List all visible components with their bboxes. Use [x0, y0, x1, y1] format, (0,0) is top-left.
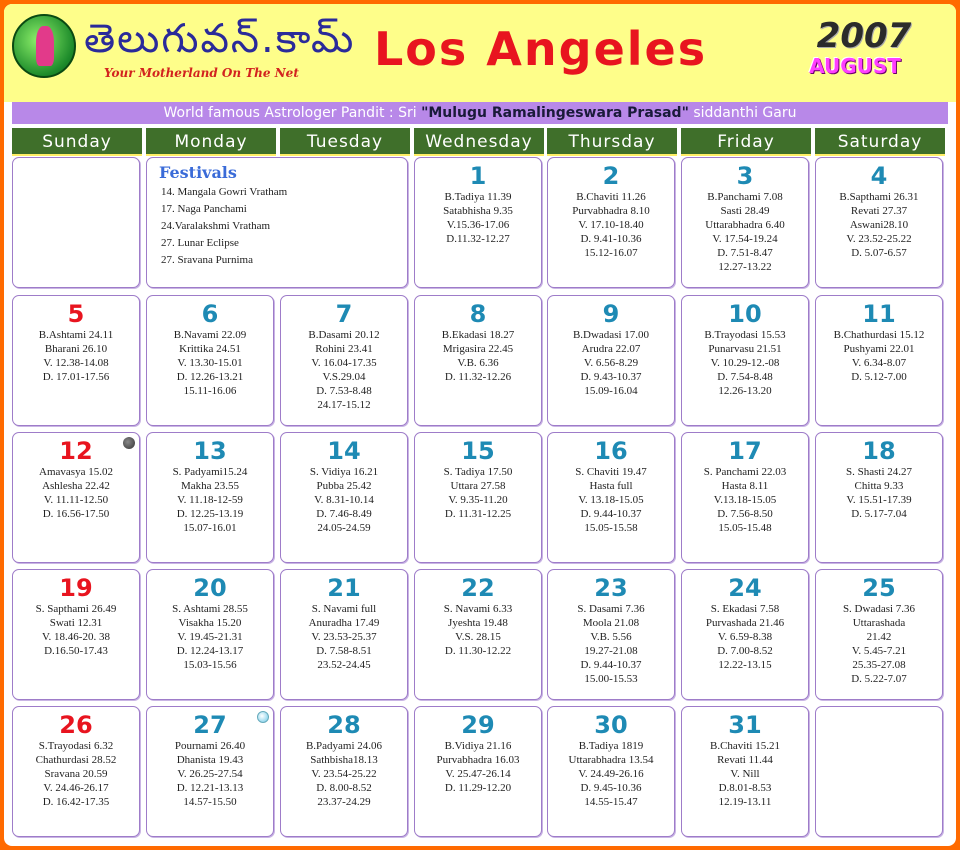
- detail-line: D. 9.45-10.36: [580, 782, 642, 794]
- day-cell-18[interactable]: [815, 432, 943, 563]
- detail-line: Punarvasu 21.51: [708, 343, 782, 355]
- detail-line: 14.55-15.47: [584, 796, 638, 808]
- detail-line: Anuradha 17.49: [308, 617, 380, 629]
- detail-line: D. 17.01-17.56: [42, 371, 110, 383]
- detail-line: 12.19-13.11: [718, 796, 772, 808]
- detail-line: Mrigasira 22.45: [442, 343, 514, 355]
- panchangam-details: [682, 602, 808, 672]
- day-number: 19: [59, 574, 93, 602]
- detail-line: V. 23.53-25.37: [311, 631, 377, 643]
- day-number: 7: [335, 300, 353, 328]
- detail-line: Swati 12.31: [49, 617, 103, 629]
- day-number: 13: [193, 437, 227, 465]
- panchangam-details: [13, 739, 139, 809]
- detail-line: Uttarashada: [852, 617, 906, 629]
- calendar-year: 2007: [816, 16, 912, 56]
- detail-line: D. 5.12-7.00: [851, 371, 907, 383]
- panchangam-details: [548, 602, 674, 686]
- detail-line: V. 19.45-21.31: [177, 631, 243, 643]
- detail-line: 15.05-15.48: [718, 522, 772, 534]
- day-cell-12[interactable]: [12, 432, 140, 563]
- detail-line: 15.00-15.53: [584, 673, 638, 685]
- detail-line: D. 9.43-10.37: [580, 371, 642, 383]
- day-number: 18: [862, 437, 896, 465]
- panchangam-details: [682, 190, 808, 274]
- detail-line: D. 9.41-10.36: [580, 233, 642, 245]
- festival-item: 24.Varalakshmi Vratham: [161, 220, 271, 232]
- calendar-page: [4, 4, 956, 846]
- detail-line: 25.35-27.08: [852, 659, 906, 671]
- festivals-list: [159, 184, 407, 269]
- detail-line: V. 13.30-15.01: [177, 357, 243, 369]
- detail-line: B.Ekadasi 18.27: [441, 329, 515, 341]
- detail-line: D. 7.56-8.50: [717, 508, 773, 520]
- weekday-header-wednesday: Wednesday: [414, 128, 544, 156]
- day-number: 16: [594, 437, 628, 465]
- detail-line: D. 12.25-13.19: [176, 508, 244, 520]
- festival-item: 17. Naga Panchami: [161, 203, 247, 215]
- empty-day-cell: [815, 706, 943, 837]
- detail-line: B.Ashtami 24.11: [38, 329, 114, 341]
- detail-line: 23.37-24.29: [317, 796, 371, 808]
- day-number: 23: [594, 574, 628, 602]
- panchangam-details: [548, 465, 674, 535]
- page-header: [4, 4, 956, 102]
- day-number: 6: [201, 300, 219, 328]
- day-cell-7[interactable]: [280, 295, 408, 426]
- detail-line: 15.09-16.04: [584, 385, 638, 397]
- detail-line: V. 17.10-18.40: [578, 219, 644, 231]
- detail-line: D. 5.17-7.04: [851, 508, 907, 520]
- calendar-month: AUGUST: [809, 54, 901, 78]
- panchangam-details: [13, 465, 139, 521]
- day-cell-10[interactable]: [681, 295, 809, 426]
- teluguone-logo-icon[interactable]: [12, 14, 76, 78]
- detail-line: B.Dasami 20.12: [308, 329, 380, 341]
- weekday-header-monday: Monday: [146, 128, 276, 156]
- day-number: 9: [602, 300, 620, 328]
- day-number: 31: [728, 711, 762, 739]
- detail-line: V. 25.47-26.14: [445, 768, 511, 780]
- day-cell-27[interactable]: [146, 706, 274, 837]
- panchangam-details: [147, 602, 273, 672]
- detail-line: V. 10.29-12.-08: [710, 357, 780, 369]
- weekday-header-saturday: Saturday: [815, 128, 945, 156]
- detail-line: Bharani 26.10: [44, 343, 108, 355]
- detail-line: V. 8.31-10.14: [314, 494, 374, 506]
- detail-line: Jyeshta 19.48: [448, 617, 508, 629]
- detail-line: Satabhisha 9.35: [443, 205, 513, 217]
- day-cell-3[interactable]: [681, 157, 809, 288]
- astrologer-name: "Mulugu Ramalingeswara Prasad": [421, 105, 689, 121]
- detail-line: S. Ashtami 28.55: [172, 603, 248, 615]
- panchangam-details: [147, 739, 273, 809]
- detail-line: V. 12.38-14.08: [43, 357, 109, 369]
- detail-line: 19.27-21.08: [584, 645, 638, 657]
- detail-line: V. 18.46-20. 38: [42, 631, 110, 643]
- day-number: 29: [461, 711, 495, 739]
- day-cell-20[interactable]: [146, 569, 274, 700]
- panchangam-details: [281, 465, 407, 535]
- panchangam-details: [281, 602, 407, 672]
- detail-line: V. 13.18-15.05: [578, 494, 644, 506]
- day-cell-29[interactable]: [414, 706, 542, 837]
- detail-line: D. 12.26-13.21: [176, 371, 244, 383]
- detail-line: B.Vidiya 21.16: [444, 740, 512, 752]
- detail-line: V. 5.45-7.21: [851, 645, 907, 657]
- detail-line: 14.57-15.50: [183, 796, 237, 808]
- panchangam-details: [415, 328, 541, 384]
- panchangam-details: [281, 739, 407, 809]
- day-cell-6[interactable]: [146, 295, 274, 426]
- detail-line: D.11.32-12.27: [446, 233, 510, 245]
- day-cell-5[interactable]: [12, 295, 140, 426]
- festival-item: 27. Sravana Purnima: [161, 254, 253, 266]
- detail-line: Hasta full: [589, 480, 633, 492]
- detail-line: D. 5.07-6.57: [851, 247, 907, 259]
- day-number: 26: [59, 711, 93, 739]
- day-cell-4[interactable]: [815, 157, 943, 288]
- detail-line: Chathurdasi 28.52: [35, 754, 117, 766]
- panchangam-details: [548, 739, 674, 809]
- day-cell-19[interactable]: [12, 569, 140, 700]
- detail-line: 23.52-24.45: [317, 659, 371, 671]
- panchangam-details: [13, 602, 139, 658]
- day-cell-31[interactable]: [681, 706, 809, 837]
- detail-line: Uttara 27.58: [450, 480, 506, 492]
- detail-line: D. 9.44-10.37: [580, 659, 642, 671]
- detail-line: B.Dwadasi 17.00: [572, 329, 650, 341]
- detail-line: D. 16.56-17.50: [42, 508, 110, 520]
- panchangam-details: [415, 465, 541, 521]
- detail-line: S. Navami 6.33: [443, 603, 513, 615]
- detail-line: S. Padyami15.24: [172, 466, 248, 478]
- day-cell-15[interactable]: [414, 432, 542, 563]
- detail-line: Pubba 25.42: [316, 480, 372, 492]
- day-number: 15: [461, 437, 495, 465]
- detail-line: V. 23.52-25.22: [846, 233, 912, 245]
- banner-suffix: siddanthi Garu: [688, 105, 797, 121]
- day-number: 21: [327, 574, 361, 602]
- day-cell-16[interactable]: [547, 432, 675, 563]
- detail-line: 15.11-16.06: [183, 385, 237, 397]
- day-number: 3: [736, 162, 754, 190]
- weekday-header-sunday: Sunday: [12, 128, 142, 156]
- detail-line: B.Chathurdasi 15.12: [833, 329, 925, 341]
- day-cell-23[interactable]: [547, 569, 675, 700]
- panchangam-details: [415, 739, 541, 795]
- detail-line: D. 11.31-12.25: [444, 508, 512, 520]
- detail-line: Revati 11.44: [717, 754, 773, 766]
- weekday-header-tuesday: Tuesday: [280, 128, 410, 156]
- detail-line: Uttarabhadra 13.54: [568, 754, 654, 766]
- panchangam-details: [548, 328, 674, 398]
- new-moon-icon: [123, 437, 135, 449]
- detail-line: V.13.18-15.05: [713, 494, 777, 506]
- day-cell-13[interactable]: [146, 432, 274, 563]
- detail-line: Sravana 20.59: [44, 768, 108, 780]
- day-cell-24[interactable]: [681, 569, 809, 700]
- site-tagline: Your Motherland On The Net: [104, 66, 299, 80]
- detail-line: V. 23.54-25.22: [311, 768, 377, 780]
- detail-line: D. 11.29-12.20: [444, 782, 512, 794]
- panchangam-details: [816, 602, 942, 686]
- day-cell-14[interactable]: [280, 432, 408, 563]
- detail-line: Krittika 24.51: [179, 343, 241, 355]
- detail-line: S. Chaviti 19.47: [575, 466, 647, 478]
- detail-line: Ashlesha 22.42: [42, 480, 110, 492]
- detail-line: D. 9.44-10.37: [580, 508, 642, 520]
- detail-line: B.Padyami 24.06: [305, 740, 383, 752]
- detail-line: V. 26.25-27.54: [177, 768, 243, 780]
- detail-line: Sasti 28.49: [720, 205, 770, 217]
- detail-line: S. Ekadasi 7.58: [710, 603, 780, 615]
- detail-line: D. 16.42-17.35: [42, 796, 110, 808]
- detail-line: B.Chaviti 11.26: [576, 191, 646, 203]
- detail-line: 21.42: [866, 631, 892, 643]
- panchangam-details: [415, 602, 541, 658]
- panchangam-details: [548, 190, 674, 260]
- detail-line: 15.12-16.07: [584, 247, 638, 259]
- festivals-title: Festivals: [159, 163, 237, 182]
- festivals-box: [146, 157, 408, 288]
- detail-line: Aswani28.10: [849, 219, 909, 231]
- detail-line: V. 6.56-8.29: [583, 357, 639, 369]
- day-cell-26[interactable]: [12, 706, 140, 837]
- day-number: 20: [193, 574, 227, 602]
- detail-line: V. 16.04-17.35: [311, 357, 377, 369]
- detail-line: Dhanista 19.43: [176, 754, 244, 766]
- detail-line: D. 7.00-8.52: [717, 645, 773, 657]
- day-number: 4: [870, 162, 888, 190]
- detail-line: S.Trayodasi 6.32: [38, 740, 114, 752]
- detail-line: Arudra 22.07: [581, 343, 641, 355]
- detail-line: D. 12.24-13.17: [176, 645, 244, 657]
- detail-line: B.Trayodasi 15.53: [704, 329, 786, 341]
- panchangam-details: [816, 190, 942, 260]
- detail-line: Makha 23.55: [180, 480, 240, 492]
- panchangam-details: [682, 465, 808, 535]
- detail-line: 12.27-13.22: [718, 261, 772, 273]
- detail-line: D. 7.46-8.49: [316, 508, 372, 520]
- day-cell-11[interactable]: [815, 295, 943, 426]
- detail-line: Chitta 9.33: [854, 480, 904, 492]
- day-cell-8[interactable]: [414, 295, 542, 426]
- detail-line: Visakha 15.20: [178, 617, 242, 629]
- day-number: 11: [862, 300, 896, 328]
- full-moon-icon: [257, 711, 269, 723]
- panchangam-details: [816, 328, 942, 384]
- detail-line: V. 6.34-8.07: [851, 357, 907, 369]
- detail-line: Pournami 26.40: [174, 740, 246, 752]
- detail-line: V. 6.59-8.38: [717, 631, 773, 643]
- detail-line: Revati 27.37: [850, 205, 908, 217]
- weekday-header-thursday: Thursday: [547, 128, 677, 156]
- detail-line: D. 7.58-8.51: [316, 645, 372, 657]
- detail-line: 15.05-15.58: [584, 522, 638, 534]
- detail-line: Purvabhadra 8.10: [572, 205, 650, 217]
- city-title: Los Angeles: [374, 22, 708, 76]
- day-cell-28[interactable]: [280, 706, 408, 837]
- detail-line: S. Dasami 7.36: [577, 603, 645, 615]
- detail-line: V.B. 5.56: [590, 631, 632, 643]
- empty-day-cell: [12, 157, 140, 288]
- detail-line: S. Shasti 24.27: [845, 466, 912, 478]
- detail-line: D.16.50-17.43: [44, 645, 108, 657]
- weekday-header-friday: Friday: [681, 128, 811, 156]
- detail-line: Amavasya 15.02: [39, 466, 113, 478]
- detail-line: V. 9.35-11.20: [448, 494, 508, 506]
- day-number: 10: [728, 300, 762, 328]
- detail-line: S. Panchami 22.03: [703, 466, 787, 478]
- panchangam-details: [13, 328, 139, 384]
- site-logo-text[interactable]: తెలుగువన్.కామ్: [84, 16, 356, 62]
- day-number: 24: [728, 574, 762, 602]
- day-cell-17[interactable]: [681, 432, 809, 563]
- panchangam-details: [281, 328, 407, 412]
- day-cell-1[interactable]: [414, 157, 542, 288]
- day-number: 8: [469, 300, 487, 328]
- detail-line: D. 7.53-8.48: [316, 385, 372, 397]
- detail-line: B.Sapthami 26.31: [839, 191, 919, 203]
- detail-line: V. 15.51-17.39: [846, 494, 912, 506]
- detail-line: D.8.01-8.53: [718, 782, 772, 794]
- detail-line: D. 5.22-7.07: [851, 673, 907, 685]
- detail-line: Pushyami 22.01: [843, 343, 915, 355]
- panchangam-details: [147, 465, 273, 535]
- detail-line: Uttarabhadra 6.40: [705, 219, 785, 231]
- day-number: 25: [862, 574, 896, 602]
- detail-line: V. 24.49-26.16: [578, 768, 644, 780]
- day-number: 17: [728, 437, 762, 465]
- detail-line: V.S.29.04: [322, 371, 366, 383]
- detail-line: S. Navami full: [311, 603, 377, 615]
- day-number: 1: [469, 162, 487, 190]
- panchangam-details: [415, 190, 541, 246]
- detail-line: S. Vidiya 16.21: [309, 466, 379, 478]
- detail-line: 12.26-13.20: [718, 385, 772, 397]
- detail-line: 24.17-15.12: [317, 399, 371, 411]
- detail-line: V.B. 6.36: [457, 357, 499, 369]
- detail-line: Sathbisha18.13: [310, 754, 378, 766]
- panchangam-details: [816, 465, 942, 521]
- astrologer-banner: [12, 102, 948, 124]
- day-cell-30[interactable]: [547, 706, 675, 837]
- detail-line: 24.05-24.59: [317, 522, 371, 534]
- detail-line: B.Tadiya 11.39: [444, 191, 512, 203]
- detail-line: V. 24.46-26.17: [43, 782, 109, 794]
- day-cell-22[interactable]: [414, 569, 542, 700]
- panchangam-details: [147, 328, 273, 398]
- day-number: 22: [461, 574, 495, 602]
- festival-item: 14. Mangala Gowri Vratham: [161, 186, 288, 198]
- day-number: 27: [193, 711, 227, 739]
- detail-line: B.Navami 22.09: [173, 329, 247, 341]
- panchangam-details: [682, 739, 808, 809]
- detail-line: D. 7.51-8.47: [717, 247, 773, 259]
- banner-prefix: World famous Astrologer Pandit : Sri: [163, 105, 422, 121]
- detail-line: D. 11.30-12.22: [444, 645, 512, 657]
- day-number: 28: [327, 711, 361, 739]
- detail-line: Rohini 23.41: [315, 343, 373, 355]
- day-cell-25[interactable]: [815, 569, 943, 700]
- detail-line: 15.03-15.56: [183, 659, 237, 671]
- detail-line: B.Panchami 7.08: [707, 191, 783, 203]
- day-number: 5: [67, 300, 85, 328]
- detail-line: V. 11.11-12.50: [43, 494, 109, 506]
- detail-line: Purvashada 21.46: [705, 617, 785, 629]
- day-number: 30: [594, 711, 628, 739]
- detail-line: V. Nill: [730, 768, 760, 780]
- detail-line: 12.22-13.15: [718, 659, 772, 671]
- detail-line: D. 8.00-8.52: [316, 782, 372, 794]
- detail-line: S. Sapthami 26.49: [35, 603, 117, 615]
- detail-line: D. 11.32-12.26: [444, 371, 512, 383]
- panchangam-details: [682, 328, 808, 398]
- detail-line: Moola 21.08: [582, 617, 640, 629]
- detail-line: 15.07-16.01: [183, 522, 237, 534]
- detail-line: S. Dwadasi 7.36: [842, 603, 916, 615]
- day-number: 14: [327, 437, 361, 465]
- day-cell-21[interactable]: [280, 569, 408, 700]
- detail-line: V.15.36-17.06: [446, 219, 510, 231]
- detail-line: V. 17.54-19.24: [712, 233, 778, 245]
- detail-line: B.Chaviti 15.21: [710, 740, 780, 752]
- detail-line: B.Tadiya 1819: [578, 740, 644, 752]
- detail-line: S. Tadiya 17.50: [443, 466, 513, 478]
- detail-line: D. 7.54-8.48: [717, 371, 773, 383]
- detail-line: Purvabhadra 16.03: [436, 754, 520, 766]
- day-number: 12: [59, 437, 93, 465]
- day-cell-2[interactable]: [547, 157, 675, 288]
- festival-item: 27. Lunar Eclipse: [161, 237, 239, 249]
- detail-line: Hasta 8.11: [721, 480, 769, 492]
- detail-line: V.S. 28.15: [455, 631, 501, 643]
- day-number: 2: [602, 162, 620, 190]
- detail-line: V. 11.18-12-59: [177, 494, 243, 506]
- detail-line: D. 12.21-13.13: [176, 782, 244, 794]
- day-cell-9[interactable]: [547, 295, 675, 426]
